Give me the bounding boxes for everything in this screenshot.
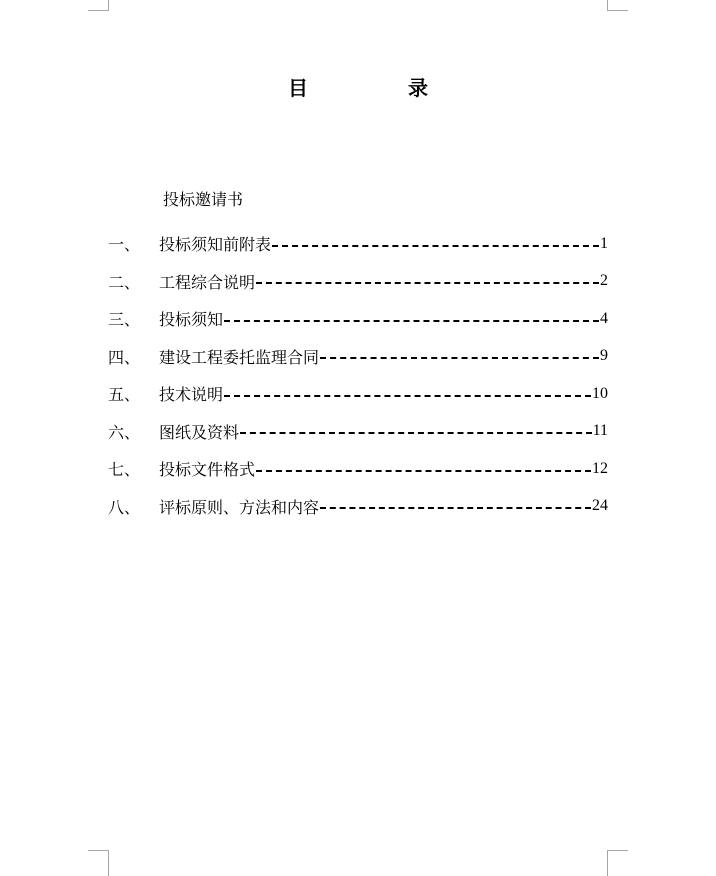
toc-leader [256,282,599,284]
toc-entry-text: 投标须知前附表 [159,235,272,255]
toc-entry-page: 10 [592,384,608,402]
toc-entry-page: 4 [600,309,608,327]
toc-entry-page: 24 [592,497,608,515]
toc-entry [108,413,608,451]
toc-entry-text: 评标原则、方法和内容 [159,497,320,517]
toc-entry [108,263,608,301]
toc-leader [240,432,592,434]
toc-leader [272,245,599,247]
crop-mark-bottom-left [88,850,109,876]
crop-mark-top-left [88,0,109,11]
toc-entry-page: 1 [600,234,608,252]
toc-leader [256,470,591,472]
crop-mark-top-right [607,0,628,11]
toc-leader [320,357,599,359]
crop-mark-bottom-right [607,850,628,876]
toc-entry [108,225,608,263]
page-title [0,72,716,101]
toc-entry [108,375,608,413]
toc-entry-number: 二、 [108,272,141,292]
toc-leader [224,320,599,322]
toc-entry-text: 技术说明 [159,385,224,405]
toc-entry-number: 一、 [108,235,141,255]
toc-entry [108,450,608,488]
toc-entry-text: 图纸及资料 [159,422,240,442]
toc-entry-text: 投标须知 [159,310,224,330]
toc-entry-number: 七、 [108,460,141,480]
toc-entry-page: 2 [600,272,608,290]
toc-entry-page: 11 [592,422,608,440]
toc-entry-page: 12 [592,459,608,477]
toc-entry-number: 五、 [108,385,141,405]
toc-entry-page: 9 [600,347,608,365]
toc-entry [108,338,608,376]
table-of-contents [108,225,608,525]
toc-entry [108,300,608,338]
toc-entry-number: 四、 [108,347,141,367]
toc-entry [108,488,608,526]
toc-intro-entry: 投标邀请书 [163,190,244,209]
toc-entry-number: 三、 [108,310,141,330]
toc-entry-text: 建设工程委托监理合同 [159,347,320,367]
title-char-2: 录 [408,76,428,100]
toc-entry-number: 六、 [108,422,141,442]
toc-entry-text: 工程综合说明 [159,272,256,292]
toc-entry-number: 八、 [108,497,141,517]
toc-entry-text: 投标文件格式 [159,460,256,480]
title-char-1: 目 [288,76,308,100]
toc-leader [320,507,591,509]
toc-leader [224,395,591,397]
